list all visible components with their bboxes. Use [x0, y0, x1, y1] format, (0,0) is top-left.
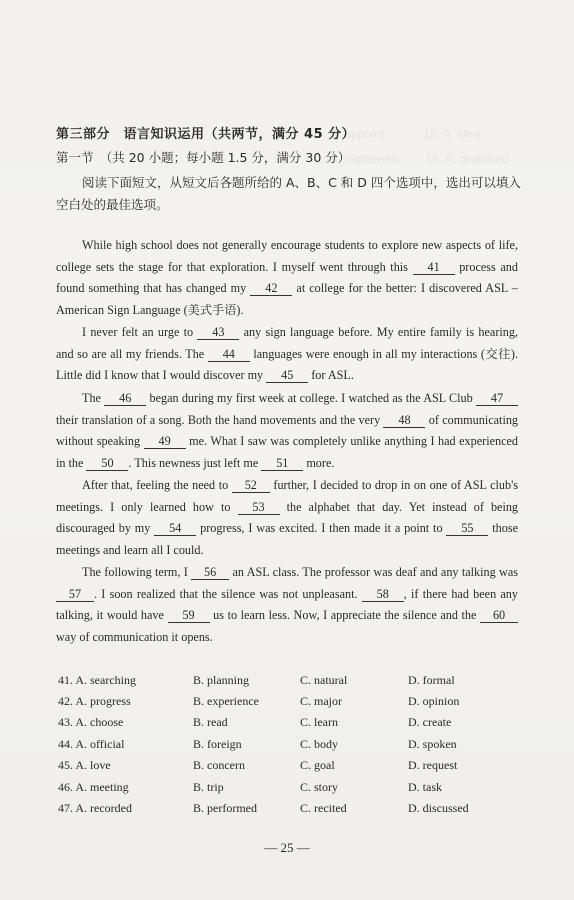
option-a: 44. A. official: [58, 737, 125, 751]
passage-paragraph-5: The following term, I 56 an ASL class. The professor was deaf and any talking was 57 . I soon realized that the silence was not unpleasant. 58 , if there had been any talking, it would have 59 us to learn less. Now, I appreciate the silence and the 60 way of communication it opens.: [56, 565, 519, 644]
option-b: B. experience: [193, 694, 259, 708]
option-row: [58, 801, 528, 821]
passage-paragraph-1: While high school does not generally encourage students to explore new aspects of life, college sets the stage for that exploration. I myself went through this 41 process and found something that has changed my 42 at college for the better: I discovered ASL – American Sign Language (美式手语).: [56, 238, 519, 317]
blank-43: 43: [197, 326, 239, 340]
blank-47: 47: [476, 392, 518, 406]
option-d: D. opinion: [408, 694, 460, 708]
option-c: C. learn: [300, 715, 338, 729]
option-d: D. formal: [408, 673, 455, 687]
instructions: 阅读下面短文，从短文后各题所给的 A、B、C 和 D 四个选项中，选出可以填入空白处的最佳选项。: [56, 175, 521, 212]
blank-57: 57: [56, 588, 94, 602]
option-row: [58, 715, 528, 735]
blank-54: 54: [154, 522, 196, 536]
option-d: D. request: [408, 758, 458, 772]
passage-paragraph-2: I never felt an urge to 43 any sign language before. My entire family is hearing, and so are all my friends. The 44 languages were enough in all my interactions (交往). Little did I know that I would discover my 45 for ASL.: [56, 325, 519, 383]
option-a: 43. A. choose: [58, 715, 124, 729]
blank-49: 49: [144, 435, 186, 449]
option-a: 41. A. searching: [58, 673, 136, 687]
option-c: C. body: [300, 737, 339, 751]
option-d: D. discussed: [408, 801, 469, 815]
blank-59: 59: [168, 609, 210, 623]
blank-44: 44: [208, 348, 250, 362]
option-b: B. performed: [193, 801, 257, 815]
option-c: C. major: [300, 694, 342, 708]
blank-48: 48: [383, 414, 425, 428]
option-d: D. task: [408, 780, 442, 794]
blank-51: 51: [261, 457, 303, 471]
blank-60: 60: [480, 609, 518, 623]
page-number: — 25 —: [264, 840, 310, 855]
option-c: C. goal: [300, 758, 335, 772]
blank-46: 46: [104, 392, 146, 406]
option-row: [58, 673, 528, 693]
option-row: [58, 694, 528, 714]
passage-paragraph-4: After that, feeling the need to 52 further, I decided to drop in on one of ASL club's meetings. I only learned how to 53 the alphabet that day. Yet instead of being discouraged by my 54 progress, I was excited. I then made it a point to 55 those meetings and learn all I could.: [56, 478, 519, 557]
blank-53: 53: [238, 501, 280, 515]
option-c: C. recited: [300, 801, 347, 815]
blank-52: 52: [232, 479, 270, 493]
passage-paragraph-3: The 46 began during my first week at college. I watched as the ASL Club 47 their translation of a song. Both the hand movements and the very 48 of communicating without speaking 49 me. What I saw was completely unlike anything I had experienced in the 50 . This newness just left me 51 more.: [56, 391, 519, 470]
option-row: [58, 780, 528, 800]
option-b: B. foreign: [193, 737, 242, 751]
option-b: B. read: [193, 715, 228, 729]
option-c: C. natural: [300, 673, 348, 687]
bleed-through-text: B. appoint 15. A. idea: [330, 127, 481, 141]
blank-58: 58: [362, 588, 404, 602]
option-d: D. create: [408, 715, 452, 729]
blank-55: 55: [446, 522, 488, 536]
option-b: B. planning: [193, 673, 249, 687]
option-row: [58, 758, 528, 778]
blank-56: 56: [191, 566, 229, 580]
option-c: C. story: [300, 780, 339, 794]
option-d: D. spoken: [408, 737, 457, 751]
section-title: 第三部分 语言知识运用（共两节，满分 45 分）: [56, 127, 356, 142]
blank-50: 50: [86, 457, 128, 471]
subsection-title: 第一节 （共 20 小题；每小题 1.5 分，满分 30 分）: [56, 150, 351, 165]
option-a: 46. A. meeting: [58, 780, 129, 794]
option-a: 42. A. progress: [58, 694, 131, 708]
option-a: 47. A. recorded: [58, 801, 132, 815]
option-row: [58, 737, 528, 757]
blank-45: 45: [266, 369, 308, 383]
blank-42: 42: [250, 282, 292, 296]
option-a: 45. A. love: [58, 758, 111, 772]
option-b: B. trip: [193, 780, 224, 794]
blank-41: 41: [413, 261, 455, 275]
option-b: B. concern: [193, 758, 245, 772]
bleed-through-text: B. frightened 16. A. disturbed: [330, 152, 509, 166]
